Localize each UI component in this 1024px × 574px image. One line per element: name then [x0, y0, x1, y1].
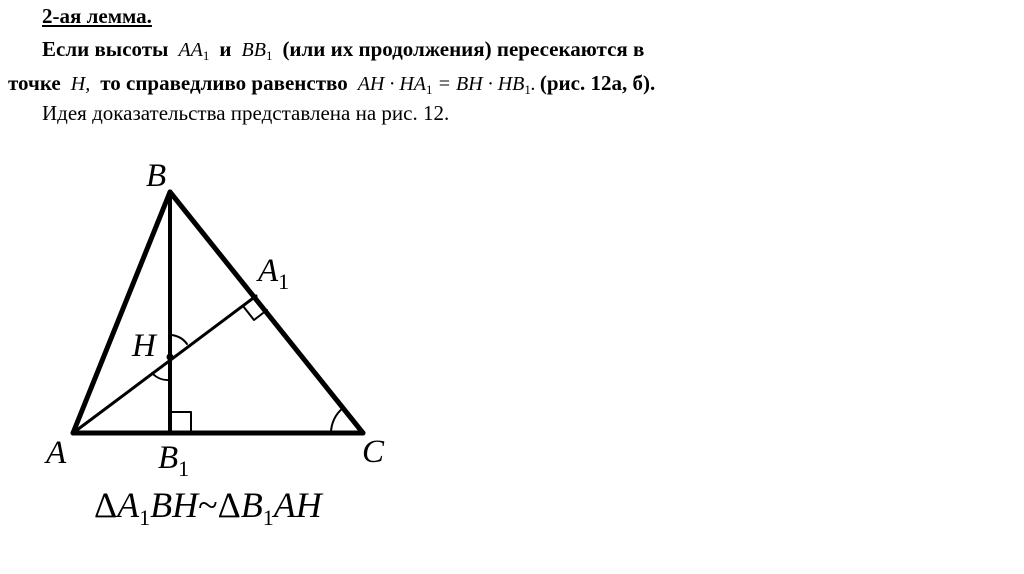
- line2-text-2: то справедливо равенство: [100, 71, 348, 95]
- angle-arc-h-lower: [152, 373, 170, 380]
- proof-idea-line: Идея доказательства представлена на рис. 12.: [42, 101, 450, 125]
- angle-arc-c: [331, 408, 343, 433]
- line1-text-1: Если высоты: [42, 37, 169, 61]
- label-c: C: [362, 434, 385, 470]
- label-b: B: [146, 158, 167, 194]
- altitude-bb1: $BB_1$: [241, 39, 273, 63]
- label-h: H: [132, 328, 156, 364]
- point-h-dot: [167, 354, 174, 361]
- line2-text-3: (рис. 12а, б).: [539, 71, 656, 95]
- altitude-aa1: $AA_1$: [178, 39, 210, 63]
- label-a: A: [46, 435, 67, 471]
- angle-arc-h-upper: [170, 335, 187, 344]
- similarity-statement: $\Delta A_1BH\sim\Delta B_1AH$: [94, 485, 322, 530]
- line1-text-3: (или их продолжения) пересекаются в: [282, 37, 645, 61]
- right-angle-b1: [170, 412, 191, 433]
- label-b1: $B_1$: [158, 440, 190, 481]
- line2-text-1: точке: [8, 71, 61, 95]
- label-a1: $A_1$: [258, 253, 290, 294]
- equality-formula: AH · $HA_1$ = BH · $HB_1$.: [357, 73, 536, 97]
- point-h: H,: [70, 73, 91, 95]
- side-bc: [170, 192, 363, 433]
- line1-text-2: и: [219, 37, 232, 61]
- lemma-title: 2-ая лемма.: [42, 4, 152, 28]
